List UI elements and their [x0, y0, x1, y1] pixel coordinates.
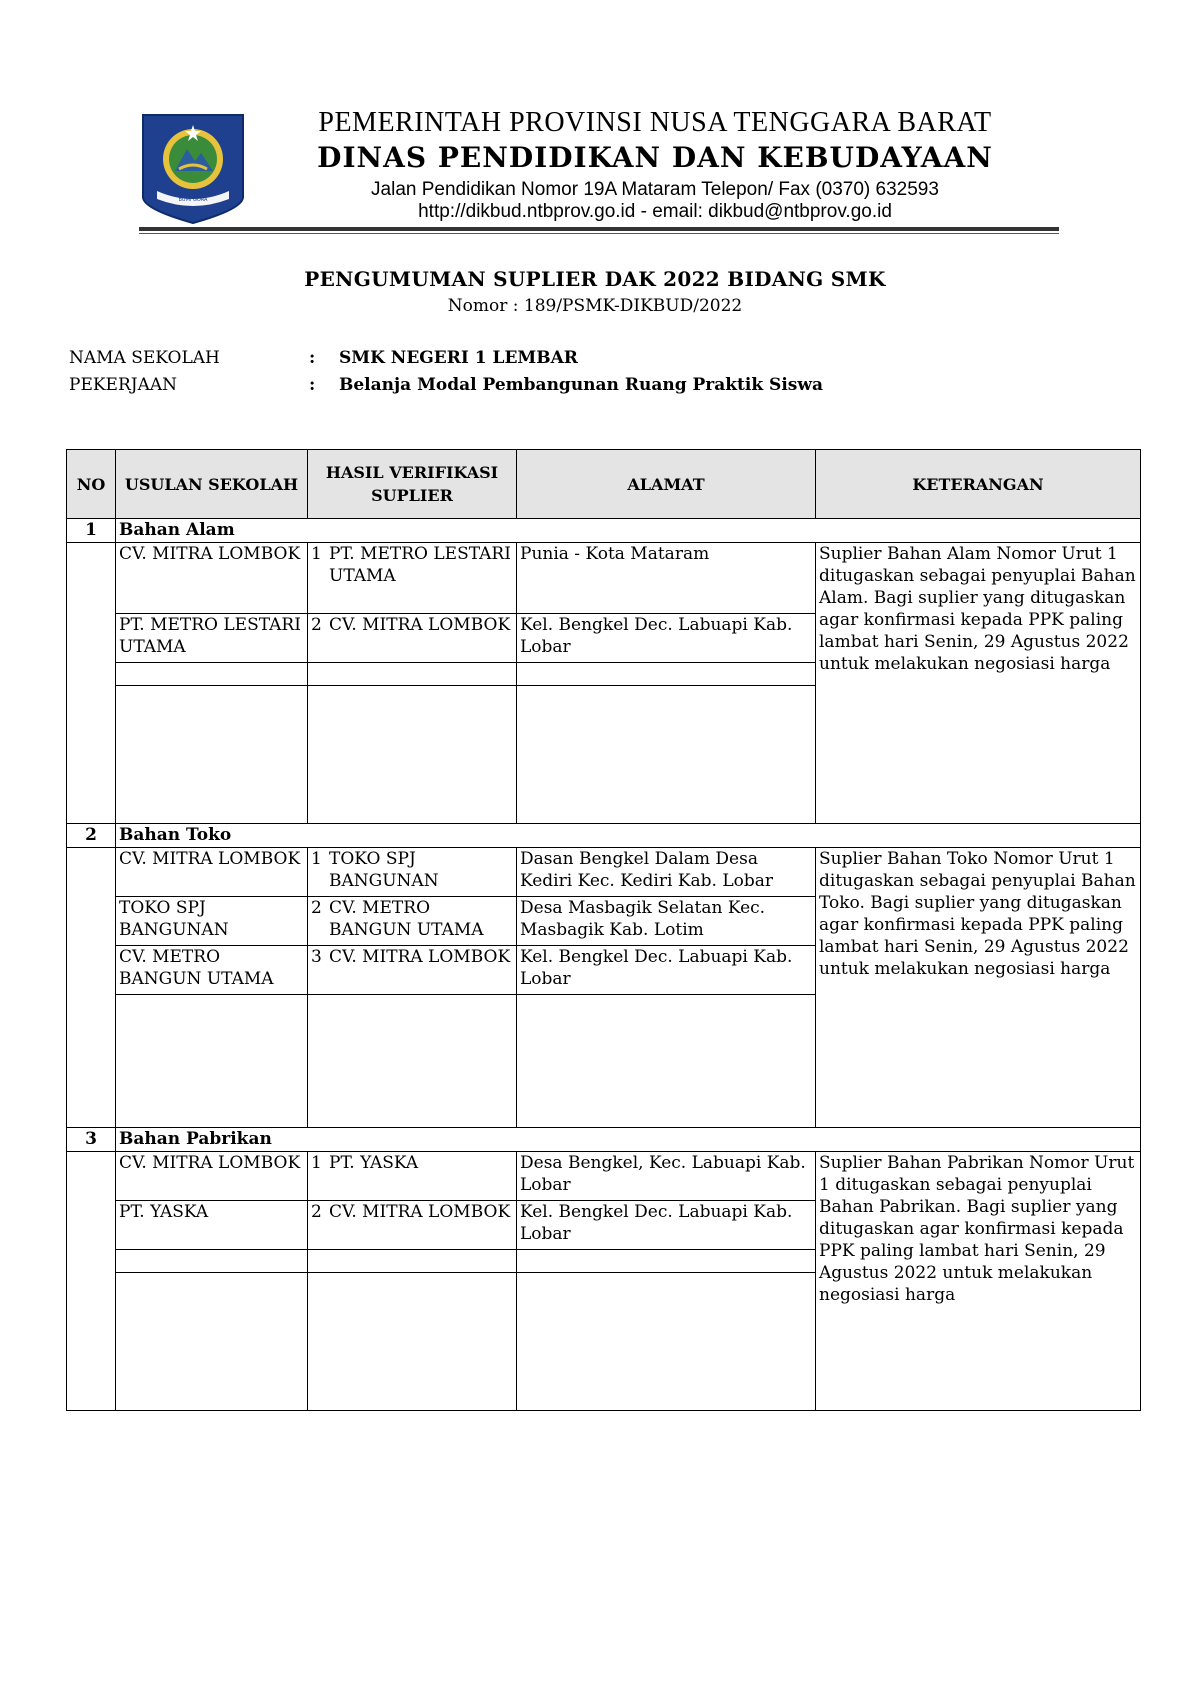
empty-cell: [308, 663, 517, 686]
school-label: NAMA SEKOLAH: [69, 348, 220, 368]
document-number: Nomor : 189/PSMK-DIKBUD/2022: [447, 296, 743, 316]
letterhead-rule-thin: [139, 233, 1059, 234]
section-number: 1: [67, 519, 116, 543]
alamat-cell: Kel. Bengkel Dec. Labuapi Kab. Lobar: [517, 614, 816, 663]
alamat-cell: Punia - Kota Mataram: [517, 543, 816, 614]
document-title: PENGUMUMAN SUPLIER DAK 2022 BIDANG SMK: [304, 267, 886, 291]
letterhead-rule-thick: [139, 227, 1059, 231]
alamat-cell: Desa Masbagik Selatan Kec. Masbagik Kab. Lotim: [517, 897, 816, 946]
section-title: Bahan Pabrikan: [116, 1128, 1141, 1152]
hasil-supplier: CV. MITRA LOMBOK: [329, 1202, 511, 1222]
empty-cell: [116, 1250, 308, 1273]
empty-cell: [308, 1250, 517, 1273]
section-title: Bahan Alam: [116, 519, 1141, 543]
letterhead-address: Jalan Pendidikan Nomor 19A Mataram Telepon/ Fax (0370) 632593: [371, 179, 939, 200]
usulan-cell: PT. METRO LESTARI UTAMA: [116, 614, 308, 663]
empty-cell: [116, 686, 308, 824]
empty-cell: [308, 1273, 517, 1411]
header-alamat: ALAMAT: [517, 450, 816, 519]
hasil-supplier: CV. MITRA LOMBOK: [329, 615, 511, 635]
keterangan-cell: Suplier Bahan Toko Nomor Urut 1 ditugaskan sebagai penyuplai Bahan Toko. Bagi suplier yang ditugaskan agar konfirmasi kepada PPK paling lambat hari Senin, 29 Agustus 2022 untuk melakukan negosiasi harga: [816, 848, 1141, 1128]
svg-text:BUMI GORA: BUMI GORA: [178, 197, 208, 203]
section-row: [67, 1128, 1141, 1152]
alamat-cell: Kel. Bengkel Dec. Labuapi Kab. Lobar: [517, 1201, 816, 1250]
hasil-supplier: TOKO SPJ BANGUNAN: [329, 849, 439, 891]
school-colon: :: [309, 348, 316, 368]
empty-cell: [116, 1273, 308, 1411]
hasil-number: 1: [311, 849, 322, 869]
work-colon: :: [309, 375, 316, 395]
hasil-cell: [308, 848, 517, 897]
hasil-supplier: PT. YASKA: [329, 1153, 419, 1173]
header-hasil: HASIL VERIFIKASI SUPLIER: [308, 450, 517, 519]
letterhead: [270, 108, 1040, 223]
empty-cell: [517, 995, 816, 1128]
alamat-cell: Kel. Bengkel Dec. Labuapi Kab. Lobar: [517, 946, 816, 995]
header-keterangan: KETERANGAN: [816, 450, 1141, 519]
hasil-number: 1: [311, 544, 322, 564]
ntb-emblem-logo: [139, 111, 247, 225]
header-no: NO: [67, 450, 116, 519]
empty-cell: [308, 686, 517, 824]
no-cell-empty: [67, 1152, 116, 1411]
hasil-number: 3: [311, 947, 322, 967]
work-label: PEKERJAAN: [69, 375, 178, 395]
keterangan-cell: Suplier Bahan Pabrikan Nomor Urut 1 ditugaskan sebagai penyuplai Bahan Pabrikan. Bagi suplier yang ditugaskan agar konfirmasi kepada PPK paling lambat hari Senin, 29 Agustus 2022 untuk melakukan negosiasi harga: [816, 1152, 1141, 1411]
letterhead-agency: DINAS PENDIDIKAN DAN KEBUDAYAAN: [317, 141, 993, 174]
section-row: [67, 824, 1141, 848]
usulan-cell: CV. MITRA LOMBOK: [116, 848, 308, 897]
no-cell-empty: [67, 543, 116, 824]
usulan-cell: CV. MITRA LOMBOK: [116, 1152, 308, 1201]
hasil-cell: [308, 1201, 517, 1250]
section-title: Bahan Toko: [116, 824, 1141, 848]
usulan-cell: CV. METRO BANGUN UTAMA: [116, 946, 308, 995]
empty-cell: [116, 995, 308, 1128]
no-cell-empty: [67, 848, 116, 1128]
table-row: [67, 543, 1141, 614]
empty-cell: [116, 663, 308, 686]
school-value: SMK NEGERI 1 LEMBAR: [339, 348, 578, 368]
table-row: [67, 1152, 1141, 1201]
letterhead-contact: http://dikbud.ntbprov.go.id - email: dikbud@ntbprov.go.id: [418, 201, 892, 222]
section-number: 2: [67, 824, 116, 848]
hasil-cell: [308, 614, 517, 663]
empty-cell: [517, 686, 816, 824]
alamat-cell: Dasan Bengkel Dalam Desa Kediri Kec. Kediri Kab. Lobar: [517, 848, 816, 897]
hasil-cell: [308, 543, 517, 614]
hasil-supplier: CV. MITRA LOMBOK: [329, 947, 511, 967]
letterhead-government: PEMERINTAH PROVINSI NUSA TENGGARA BARAT: [318, 107, 992, 138]
usulan-cell: PT. YASKA: [116, 1201, 308, 1250]
section-number: 3: [67, 1128, 116, 1152]
usulan-cell: CV. MITRA LOMBOK: [116, 543, 308, 614]
hasil-supplier: CV. METRO BANGUN UTAMA: [329, 898, 484, 940]
hasil-number: 2: [311, 1202, 322, 1222]
section-row: [67, 519, 1141, 543]
work-value: Belanja Modal Pembangunan Ruang Praktik Siswa: [339, 375, 823, 395]
hasil-supplier: PT. METRO LESTARI UTAMA: [329, 544, 511, 586]
hasil-cell: [308, 946, 517, 995]
hasil-cell: [308, 897, 517, 946]
header-usulan: USULAN SEKOLAH: [116, 450, 308, 519]
empty-cell: [308, 995, 517, 1128]
hasil-cell: [308, 1152, 517, 1201]
supplier-table: [66, 449, 1141, 1411]
empty-cell: [517, 1273, 816, 1411]
table-header-row: [67, 450, 1141, 519]
hasil-number: 2: [311, 898, 322, 918]
keterangan-cell: Suplier Bahan Alam Nomor Urut 1 ditugaskan sebagai penyuplai Bahan Alam. Bagi suplier yang ditugaskan agar konfirmasi kepada PPK paling lambat hari Senin, 29 Agustus 2022 untuk melakukan negosiasi harga: [816, 543, 1141, 824]
empty-cell: [517, 1250, 816, 1273]
hasil-number: 2: [311, 615, 322, 635]
alamat-cell: Desa Bengkel, Kec. Labuapi Kab. Lobar: [517, 1152, 816, 1201]
hasil-number: 1: [311, 1153, 322, 1173]
table-row: [67, 848, 1141, 897]
usulan-cell: TOKO SPJ BANGUNAN: [116, 897, 308, 946]
empty-cell: [517, 663, 816, 686]
